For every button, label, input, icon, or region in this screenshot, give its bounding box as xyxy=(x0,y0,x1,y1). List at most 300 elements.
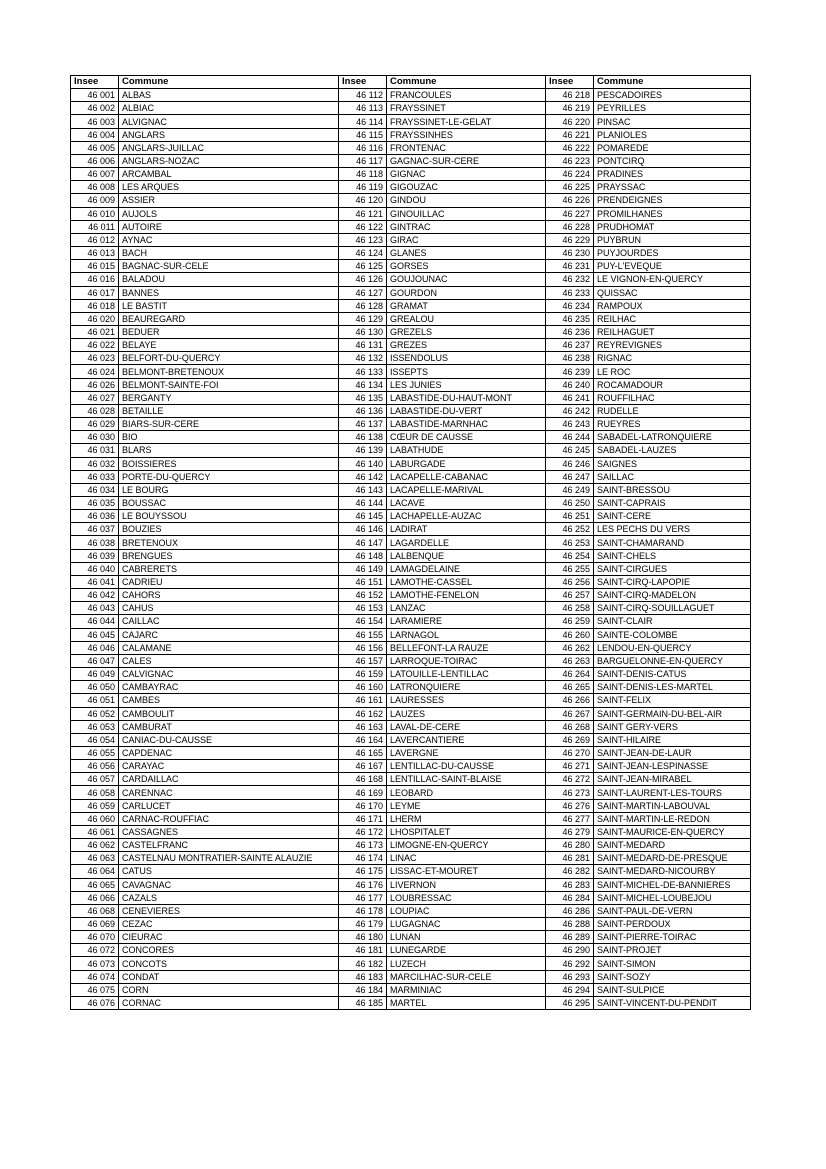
insee-cell: 46 012 xyxy=(71,233,119,246)
insee-cell: 46 237 xyxy=(546,339,594,352)
commune-cell: SABADEL-LAUZES xyxy=(594,444,751,457)
table-row xyxy=(71,904,751,917)
insee-cell: 46 059 xyxy=(71,799,119,812)
commune-cell: CAMBOULIT xyxy=(119,707,339,720)
insee-cell: 46 054 xyxy=(71,733,119,746)
insee-cell: 46 295 xyxy=(546,996,594,1009)
table-row xyxy=(71,444,751,457)
insee-cell: 46 026 xyxy=(71,378,119,391)
commune-cell: LATRONQUIERE xyxy=(387,681,546,694)
table-row xyxy=(71,549,751,562)
insee-cell: 46 163 xyxy=(339,720,387,733)
insee-cell: 46 165 xyxy=(339,746,387,759)
commune-cell: LENTILLAC-DU-CAUSSE xyxy=(387,760,546,773)
header-insee-2: Insee xyxy=(339,76,387,89)
commune-cell: SAILLAC xyxy=(594,470,751,483)
insee-cell: 46 040 xyxy=(71,562,119,575)
insee-cell: 46 052 xyxy=(71,707,119,720)
commune-cell: SAINT-LAURENT-LES-TOURS xyxy=(594,786,751,799)
insee-cell: 46 247 xyxy=(546,470,594,483)
table-row xyxy=(71,957,751,970)
insee-cell: 46 032 xyxy=(71,457,119,470)
insee-cell: 46 271 xyxy=(546,760,594,773)
insee-cell: 46 045 xyxy=(71,628,119,641)
commune-cell: CALAMANE xyxy=(119,641,339,654)
table-body xyxy=(71,89,751,1010)
commune-cell: LACHAPELLE-AUZAC xyxy=(387,510,546,523)
insee-cell: 46 004 xyxy=(71,128,119,141)
table-row xyxy=(71,746,751,759)
insee-cell: 46 050 xyxy=(71,681,119,694)
commune-cell: BOUZIES xyxy=(119,523,339,536)
commune-cell: LAMOTHE-CASSEL xyxy=(387,575,546,588)
insee-cell: 46 124 xyxy=(339,247,387,260)
insee-cell: 46 130 xyxy=(339,325,387,338)
insee-cell: 46 153 xyxy=(339,602,387,615)
insee-cell: 46 151 xyxy=(339,575,387,588)
insee-cell: 46 056 xyxy=(71,760,119,773)
commune-cell: LHOSPITALET xyxy=(387,825,546,838)
table-row xyxy=(71,181,751,194)
insee-cell: 46 160 xyxy=(339,681,387,694)
insee-cell: 46 293 xyxy=(546,970,594,983)
insee-cell: 46 064 xyxy=(71,865,119,878)
insee-cell: 46 035 xyxy=(71,497,119,510)
insee-cell: 46 008 xyxy=(71,181,119,194)
insee-cell: 46 011 xyxy=(71,220,119,233)
commune-cell: POMAREDE xyxy=(594,141,751,154)
commune-cell: SAINT-CLAIR xyxy=(594,615,751,628)
table-row xyxy=(71,681,751,694)
commune-cell: GIGOUZAC xyxy=(387,181,546,194)
insee-cell: 46 249 xyxy=(546,483,594,496)
insee-cell: 46 042 xyxy=(71,589,119,602)
insee-cell: 46 243 xyxy=(546,418,594,431)
commune-cell: RIGNAC xyxy=(594,352,751,365)
table-row xyxy=(71,247,751,260)
insee-cell: 46 159 xyxy=(339,668,387,681)
commune-cell: BAGNAC-SUR-CELE xyxy=(119,260,339,273)
table-row xyxy=(71,312,751,325)
table-row xyxy=(71,89,751,102)
commune-cell: ANGLARS xyxy=(119,128,339,141)
insee-cell: 46 133 xyxy=(339,365,387,378)
table-row xyxy=(71,470,751,483)
commune-cell: LOUPIAC xyxy=(387,904,546,917)
insee-cell: 46 227 xyxy=(546,207,594,220)
insee-cell: 46 286 xyxy=(546,904,594,917)
insee-cell: 46 070 xyxy=(71,931,119,944)
insee-cell: 46 036 xyxy=(71,510,119,523)
table-row xyxy=(71,707,751,720)
insee-cell: 46 119 xyxy=(339,181,387,194)
commune-cell: LHERM xyxy=(387,812,546,825)
commune-cell: MARCILHAC-SUR-CELE xyxy=(387,970,546,983)
commune-cell: PUYBRUN xyxy=(594,233,751,246)
commune-cell: CŒUR DE CAUSSE xyxy=(387,431,546,444)
insee-cell: 46 281 xyxy=(546,852,594,865)
table-header-row xyxy=(71,76,751,89)
insee-cell: 46 010 xyxy=(71,207,119,220)
insee-cell: 46 176 xyxy=(339,878,387,891)
insee-cell: 46 246 xyxy=(546,457,594,470)
table-row xyxy=(71,404,751,417)
table-row xyxy=(71,891,751,904)
insee-cell: 46 015 xyxy=(71,260,119,273)
commune-cell: GREALOU xyxy=(387,312,546,325)
table-row xyxy=(71,233,751,246)
commune-cell: BEDUER xyxy=(119,325,339,338)
commune-cell: PINSAC xyxy=(594,115,751,128)
insee-cell: 46 250 xyxy=(546,497,594,510)
commune-cell: SAINT-DENIS-CATUS xyxy=(594,668,751,681)
commune-cell: CAMBAYRAC xyxy=(119,681,339,694)
commune-cell: LABURGADE xyxy=(387,457,546,470)
table-row xyxy=(71,602,751,615)
commune-cell: CAILLAC xyxy=(119,615,339,628)
insee-cell: 46 120 xyxy=(339,194,387,207)
insee-cell: 46 262 xyxy=(546,641,594,654)
table-row xyxy=(71,839,751,852)
commune-cell: LEYME xyxy=(387,799,546,812)
insee-cell: 46 062 xyxy=(71,839,119,852)
commune-cell: GOUJOUNAC xyxy=(387,273,546,286)
insee-cell: 46 044 xyxy=(71,615,119,628)
commune-cell: SAINT-MICHEL-DE-BANNIERES xyxy=(594,878,751,891)
commune-cell: CAVAGNAC xyxy=(119,878,339,891)
insee-cell: 46 117 xyxy=(339,154,387,167)
table-row xyxy=(71,615,751,628)
commune-cell: LARNAGOL xyxy=(387,628,546,641)
insee-cell: 46 273 xyxy=(546,786,594,799)
insee-cell: 46 069 xyxy=(71,918,119,931)
table-row xyxy=(71,536,751,549)
commune-cell: PEYRILLES xyxy=(594,102,751,115)
insee-cell: 46 140 xyxy=(339,457,387,470)
table-row xyxy=(71,918,751,931)
table-row xyxy=(71,391,751,404)
insee-cell: 46 234 xyxy=(546,299,594,312)
insee-cell: 46 127 xyxy=(339,286,387,299)
insee-cell: 46 138 xyxy=(339,431,387,444)
table-row xyxy=(71,510,751,523)
commune-cell: QUISSAC xyxy=(594,286,751,299)
insee-cell: 46 283 xyxy=(546,878,594,891)
insee-cell: 46 170 xyxy=(339,799,387,812)
commune-cell: LAMAGDELAINE xyxy=(387,562,546,575)
table-row xyxy=(71,141,751,154)
insee-cell: 46 018 xyxy=(71,299,119,312)
commune-cell: BELAYE xyxy=(119,339,339,352)
insee-cell: 46 267 xyxy=(546,707,594,720)
commune-cell: PRADINES xyxy=(594,168,751,181)
commune-cell: CASTELFRANC xyxy=(119,839,339,852)
table-row xyxy=(71,286,751,299)
insee-cell: 46 238 xyxy=(546,352,594,365)
commune-cell: SAINT-CAPRAIS xyxy=(594,497,751,510)
commune-cell: LUNAN xyxy=(387,931,546,944)
insee-cell: 46 145 xyxy=(339,510,387,523)
insee-cell: 46 240 xyxy=(546,378,594,391)
commune-cell: CASTELNAU MONTRATIER-SAINTE ALAUZIE xyxy=(119,852,339,865)
insee-cell: 46 007 xyxy=(71,168,119,181)
commune-cell: BRETENOUX xyxy=(119,536,339,549)
commune-cell: LAUZES xyxy=(387,707,546,720)
commune-cell: ARCAMBAL xyxy=(119,168,339,181)
commune-cell: PORTE-DU-QUERCY xyxy=(119,470,339,483)
insee-cell: 46 114 xyxy=(339,115,387,128)
insee-cell: 46 230 xyxy=(546,247,594,260)
commune-cell: PUY-L'EVEQUE xyxy=(594,260,751,273)
insee-cell: 46 169 xyxy=(339,786,387,799)
commune-cell: SAINT-MEDARD-NICOURBY xyxy=(594,865,751,878)
commune-cell: CORN xyxy=(119,983,339,996)
commune-cell: BIO xyxy=(119,431,339,444)
commune-cell: SAINT-MAURICE-EN-QUERCY xyxy=(594,825,751,838)
insee-cell: 46 152 xyxy=(339,589,387,602)
insee-cell: 46 022 xyxy=(71,339,119,352)
commune-cell: LARAMIERE xyxy=(387,615,546,628)
commune-cell: LES ARQUES xyxy=(119,181,339,194)
insee-cell: 46 269 xyxy=(546,733,594,746)
insee-cell: 46 113 xyxy=(339,102,387,115)
table-row xyxy=(71,825,751,838)
commune-cell: GLANES xyxy=(387,247,546,260)
insee-cell: 46 174 xyxy=(339,852,387,865)
insee-cell: 46 242 xyxy=(546,404,594,417)
commune-cell: FRAYSSINET-LE-GELAT xyxy=(387,115,546,128)
insee-cell: 46 029 xyxy=(71,418,119,431)
insee-cell: 46 039 xyxy=(71,549,119,562)
insee-cell: 46 270 xyxy=(546,746,594,759)
commune-cell: GINDOU xyxy=(387,194,546,207)
table-row xyxy=(71,852,751,865)
insee-cell: 46 134 xyxy=(339,378,387,391)
insee-cell: 46 142 xyxy=(339,470,387,483)
table-row xyxy=(71,970,751,983)
commune-cell: RUDELLE xyxy=(594,404,751,417)
commune-cell: CAHUS xyxy=(119,602,339,615)
insee-cell: 46 001 xyxy=(71,89,119,102)
table-row xyxy=(71,589,751,602)
commune-cell: PRUDHOMAT xyxy=(594,220,751,233)
commune-cell: FRAYSSINHES xyxy=(387,128,546,141)
commune-cell: SAINT-BRESSOU xyxy=(594,483,751,496)
commune-cell: SAINT-MEDARD xyxy=(594,839,751,852)
commune-cell: SAINT-CIRQ-LAPOPIE xyxy=(594,575,751,588)
table-row xyxy=(71,431,751,444)
commune-cell: CALVIGNAC xyxy=(119,668,339,681)
insee-cell: 46 255 xyxy=(546,562,594,575)
commune-cell: LALBENQUE xyxy=(387,549,546,562)
insee-cell: 46 055 xyxy=(71,746,119,759)
header-commune-1: Commune xyxy=(119,76,339,89)
table-row xyxy=(71,365,751,378)
table-row xyxy=(71,378,751,391)
commune-cell: BARGUELONNE-EN-QUERCY xyxy=(594,654,751,667)
commune-cell: SAINTE-COLOMBE xyxy=(594,628,751,641)
commune-cell: CADRIEU xyxy=(119,575,339,588)
commune-cell: REILHAC xyxy=(594,312,751,325)
commune-cell: LES JUNIES xyxy=(387,378,546,391)
header-insee-1: Insee xyxy=(71,76,119,89)
commune-cell: SAINT-MICHEL-LOUBEJOU xyxy=(594,891,751,904)
commune-cell: LISSAC-ET-MOURET xyxy=(387,865,546,878)
insee-cell: 46 224 xyxy=(546,168,594,181)
table-row xyxy=(71,483,751,496)
commune-cell: CABRERETS xyxy=(119,562,339,575)
commune-cell: GREZES xyxy=(387,339,546,352)
insee-cell: 46 184 xyxy=(339,983,387,996)
insee-cell: 46 164 xyxy=(339,733,387,746)
commune-cell: CONDAT xyxy=(119,970,339,983)
commune-cell: BACH xyxy=(119,247,339,260)
insee-cell: 46 264 xyxy=(546,668,594,681)
insee-cell: 46 049 xyxy=(71,668,119,681)
commune-cell: GINTRAC xyxy=(387,220,546,233)
header-commune-2: Commune xyxy=(387,76,546,89)
commune-cell: MARMINIAC xyxy=(387,983,546,996)
insee-cell: 46 254 xyxy=(546,549,594,562)
commune-cell: LUGAGNAC xyxy=(387,918,546,931)
commune-cell: CAZALS xyxy=(119,891,339,904)
insee-cell: 46 228 xyxy=(546,220,594,233)
commune-cell: FRANCOULES xyxy=(387,89,546,102)
table-row xyxy=(71,562,751,575)
commune-cell: BETAILLE xyxy=(119,404,339,417)
insee-cell: 46 183 xyxy=(339,970,387,983)
table-row xyxy=(71,220,751,233)
commune-cell: LINAC xyxy=(387,852,546,865)
insee-cell: 46 030 xyxy=(71,431,119,444)
commune-cell: LENDOU-EN-QUERCY xyxy=(594,641,751,654)
commune-cell: ALBIAC xyxy=(119,102,339,115)
insee-cell: 46 061 xyxy=(71,825,119,838)
commune-cell: ISSENDOLUS xyxy=(387,352,546,365)
commune-cell: SAINT-MEDARD-DE-PRESQUE xyxy=(594,852,751,865)
insee-cell: 46 009 xyxy=(71,194,119,207)
commune-cell: LE VIGNON-EN-QUERCY xyxy=(594,273,751,286)
table-row xyxy=(71,760,751,773)
commune-cell: LACAPELLE-CABANAC xyxy=(387,470,546,483)
insee-cell: 46 058 xyxy=(71,786,119,799)
insee-cell: 46 033 xyxy=(71,470,119,483)
insee-cell: 46 232 xyxy=(546,273,594,286)
commune-cell: ALVIGNAC xyxy=(119,115,339,128)
table-row xyxy=(71,996,751,1009)
table-row xyxy=(71,299,751,312)
commune-cell: LE BOURG xyxy=(119,483,339,496)
insee-cell: 46 017 xyxy=(71,286,119,299)
insee-cell: 46 263 xyxy=(546,654,594,667)
insee-cell: 46 063 xyxy=(71,852,119,865)
insee-cell: 46 229 xyxy=(546,233,594,246)
insee-cell: 46 146 xyxy=(339,523,387,536)
commune-cell: PONTCIRQ xyxy=(594,154,751,167)
insee-cell: 46 016 xyxy=(71,273,119,286)
commune-cell: PUYJOURDES xyxy=(594,247,751,260)
insee-cell: 46 046 xyxy=(71,641,119,654)
table-row xyxy=(71,352,751,365)
insee-cell: 46 135 xyxy=(339,391,387,404)
insee-cell: 46 233 xyxy=(546,286,594,299)
commune-cell: LAVAL-DE-CERE xyxy=(387,720,546,733)
table-row xyxy=(71,523,751,536)
insee-cell: 46 073 xyxy=(71,957,119,970)
commune-cell: SABADEL-LATRONQUIERE xyxy=(594,431,751,444)
insee-cell: 46 126 xyxy=(339,273,387,286)
commune-cell: LABASTIDE-DU-VERT xyxy=(387,404,546,417)
commune-cell: MARTEL xyxy=(387,996,546,1009)
commune-cell: GIGNAC xyxy=(387,168,546,181)
insee-cell: 46 239 xyxy=(546,365,594,378)
insee-cell: 46 241 xyxy=(546,391,594,404)
commune-cell: ROCAMADOUR xyxy=(594,378,751,391)
insee-cell: 46 074 xyxy=(71,970,119,983)
commune-cell: CAJARC xyxy=(119,628,339,641)
commune-cell: ROUFFILHAC xyxy=(594,391,751,404)
table-row xyxy=(71,931,751,944)
insee-cell: 46 131 xyxy=(339,339,387,352)
commune-cell: REYREVIGNES xyxy=(594,339,751,352)
insee-cell: 46 116 xyxy=(339,141,387,154)
commune-cell: BELLEFONT-LA RAUZE xyxy=(387,641,546,654)
insee-cell: 46 277 xyxy=(546,812,594,825)
insee-cell: 46 148 xyxy=(339,549,387,562)
commune-cell: SAINT-DENIS-LES-MARTEL xyxy=(594,681,751,694)
insee-cell: 46 003 xyxy=(71,115,119,128)
commune-cell: BOUSSAC xyxy=(119,497,339,510)
table-row xyxy=(71,260,751,273)
insee-cell: 46 178 xyxy=(339,904,387,917)
commune-cell: LE BOUYSSOU xyxy=(119,510,339,523)
insee-cell: 46 147 xyxy=(339,536,387,549)
insee-cell: 46 258 xyxy=(546,602,594,615)
commune-cell: BANNES xyxy=(119,286,339,299)
commune-cell: LOUBRESSAC xyxy=(387,891,546,904)
insee-cell: 46 121 xyxy=(339,207,387,220)
insee-cell: 46 268 xyxy=(546,720,594,733)
table-row xyxy=(71,654,751,667)
commune-cell: PRAYSSAC xyxy=(594,181,751,194)
insee-cell: 46 289 xyxy=(546,931,594,944)
table-row xyxy=(71,799,751,812)
insee-cell: 46 043 xyxy=(71,602,119,615)
commune-cell: SAINT-GERMAIN-DU-BEL-AIR xyxy=(594,707,751,720)
insee-cell: 46 122 xyxy=(339,220,387,233)
insee-cell: 46 155 xyxy=(339,628,387,641)
commune-cell: LUZECH xyxy=(387,957,546,970)
insee-cell: 46 181 xyxy=(339,944,387,957)
insee-cell: 46 185 xyxy=(339,996,387,1009)
commune-cell: GREZELS xyxy=(387,325,546,338)
table-row xyxy=(71,641,751,654)
commune-cell: PLANIOLES xyxy=(594,128,751,141)
table-row xyxy=(71,497,751,510)
commune-cell: BEAUREGARD xyxy=(119,312,339,325)
insee-cell: 46 027 xyxy=(71,391,119,404)
insee-cell: 46 006 xyxy=(71,154,119,167)
insee-cell: 46 037 xyxy=(71,523,119,536)
commune-cell: BOISSIERES xyxy=(119,457,339,470)
insee-cell: 46 053 xyxy=(71,720,119,733)
commune-cell: ANGLARS-JUILLAC xyxy=(119,141,339,154)
commune-cell: GINOUILLAC xyxy=(387,207,546,220)
commune-cell: LAURESSES xyxy=(387,694,546,707)
insee-cell: 46 265 xyxy=(546,681,594,694)
commune-cell: RUEYRES xyxy=(594,418,751,431)
insee-cell: 46 132 xyxy=(339,352,387,365)
